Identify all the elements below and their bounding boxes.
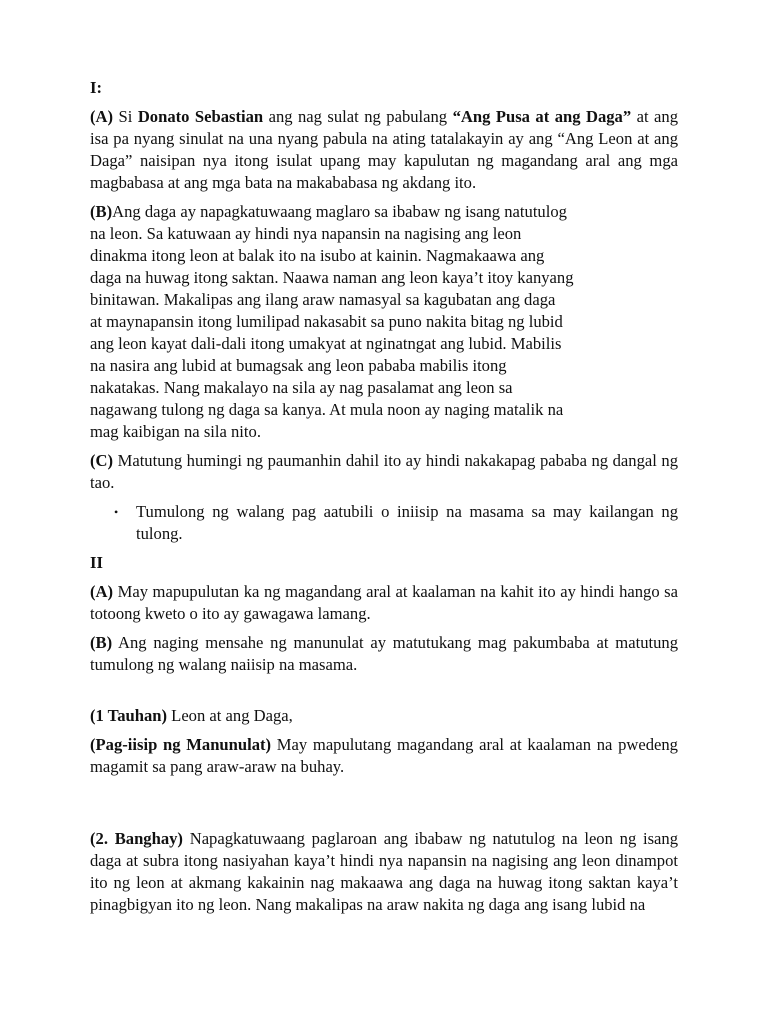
paragraph-b-line: na leon. Sa katuwaan ay hindi nya napansin na nagising ang leon	[90, 224, 522, 243]
paragraph-b-line: at maynapansin itong lumilipad nakasabit sa puno nakita bitag ng lubid	[90, 312, 563, 331]
paragraph-a-text-2: ang nag sulat ng pabulang	[263, 107, 453, 126]
paragraph-b-line: binitawan. Makalipas ang ilang araw namasyal sa kagubatan ang daga	[90, 290, 556, 309]
paragraph-a-text-1: Si	[113, 107, 138, 126]
banghay-label: (2. Banghay)	[90, 829, 183, 848]
paragraph-b-line: ang leon kayat dali-dali itong umakyat at nginatngat ang lubid. Mabilis	[90, 334, 562, 353]
section-2-a-text: May mapupulutan ka ng magandang aral at kaalaman na kahit ito ay hindi hango sa totoong kweto o ito ay gawagawa lamang.	[90, 582, 678, 623]
paragraph-b-line: nakatakas. Nang makalayo na sila ay nag pasalamat ang leon sa	[90, 378, 513, 397]
banghay-paragraph	[90, 828, 678, 916]
tauhan-text: Leon at ang Daga,	[167, 706, 293, 725]
section-2-paragraph-a	[90, 581, 678, 625]
paragraph-c-label: (C)	[90, 451, 114, 470]
paragraph-b-line: nagawang tulong ng daga sa kanya. At mula noon ay naging matalik na	[90, 400, 564, 419]
paragraph-b-line: na nasira ang lubid at bumagsak ang leon pababa mabilis itong	[90, 356, 507, 375]
paragraph-b-line: (B)Ang daga ay napagkatuwaang maglaro sa ibabaw ng isang natutulog	[90, 202, 567, 221]
paragraph-b-line: mag kaibigan na sila nito.	[90, 422, 261, 441]
paragraph-b-label: (B)	[90, 202, 113, 221]
pag-iisip-text: May mapulutang magandang aral at kaalaman na pwedeng magamit sa pang araw-araw na buhay.	[90, 735, 678, 776]
section-1-paragraph-c	[90, 450, 678, 494]
section-2-b-label: (B)	[90, 633, 113, 652]
paragraph-c-text: Matutung humingi ng paumanhin dahil ito ay hindi nakakapag pababa ng dangal ng tao.	[90, 451, 678, 492]
paragraph-b-line: dinakma itong leon at balak ito na isubo at kainin. Nagmakaawa ang	[90, 246, 545, 265]
section-2-paragraph-b	[90, 632, 678, 676]
banghay-text: Napagkatuwaang paglaroan ang ibabaw ng natutulog na leon ng isang daga at subra itong nasiyahan kaya’t hindi nya napansin na nagising ang leon dinampot ito ng leon at akmang kakainin nag makaawa ang daga na huwag itong saktan kaya’t pinagbigyan ito ng leon. Nang makalipas na araw nakita ng daga ang isang lubid na	[90, 829, 679, 914]
section-1-paragraph-a	[90, 106, 678, 194]
paragraph-a-text-3: at ang isa pa nyang sinulat na una nyang pabula na ating tatalakayin ay ang “Ang Leon at ang Daga” naisipan nya itong isulat upang may kapulutan ng magandang aral ang mga magbabasa at ang mga bata na makababasa ng akdang ito.	[90, 107, 679, 192]
section-1-paragraph-b	[90, 201, 678, 443]
paragraph-b-line: daga na huwag itong saktan. Naawa naman ang leon kaya’t itoy kanyang	[90, 268, 574, 287]
pag-iisip-label: (Pag-iisip ng Manunulat)	[90, 735, 272, 754]
section-2-a-label: (A)	[90, 582, 114, 601]
paragraph-a-label: (A)	[90, 107, 114, 126]
author-name: Donato Sebastian	[137, 107, 264, 126]
tauhan-paragraph	[90, 705, 678, 727]
bullet-item	[90, 501, 678, 545]
tauhan-label: (1 Tauhan)	[90, 706, 168, 725]
section-1-heading: I:	[90, 78, 102, 97]
document-body	[90, 77, 678, 916]
fable-title: “Ang Pusa at ang Daga”	[452, 107, 632, 126]
section-2-b-text: Ang naging mensahe ng manunulat ay matutukang mag pakumbaba at matutung tumulong ng walang naiisip na masama.	[90, 633, 678, 674]
bullet-list	[90, 501, 678, 545]
bullet-icon: •	[114, 505, 119, 519]
bullet-text: Tumulong ng walang pag aatubili o iniisip na masama sa may kailangan ng tulong.	[136, 502, 678, 543]
pag-iisip-paragraph	[90, 734, 678, 778]
section-2-heading: II	[90, 553, 103, 572]
